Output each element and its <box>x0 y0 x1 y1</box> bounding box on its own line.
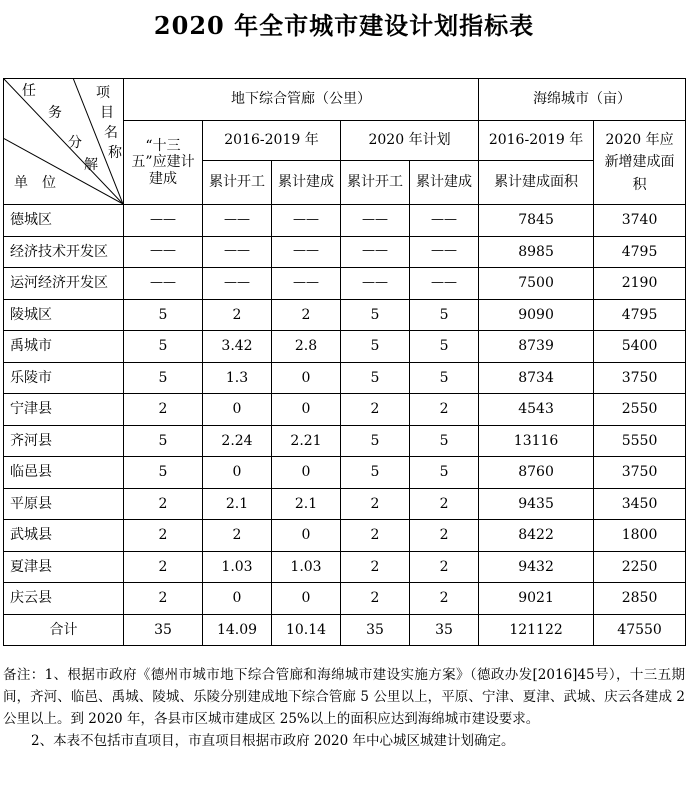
value-cell: 0 <box>272 520 341 552</box>
value-cell: 0 <box>272 362 341 394</box>
value-cell: 4795 <box>594 299 686 331</box>
value-cell: —— <box>341 268 410 300</box>
value-cell: 47550 <box>594 614 686 646</box>
value-cell: 1.3 <box>203 362 272 394</box>
value-cell: 35 <box>124 614 203 646</box>
unit-cell: 平原县 <box>4 488 124 520</box>
value-cell: 2 <box>341 488 410 520</box>
value-cell: 0 <box>272 457 341 489</box>
col-13five: “十三五”应建计建成 <box>124 121 203 205</box>
value-cell: —— <box>272 268 341 300</box>
value-cell: 7500 <box>479 268 594 300</box>
leaf-start-2020: 累计开工 <box>341 161 410 205</box>
leaf-done-2020: 累计建成 <box>410 161 479 205</box>
indicator-table <box>3 78 686 646</box>
group-sponge-city: 海绵城市（亩） <box>479 79 686 121</box>
value-cell: 5 <box>410 425 479 457</box>
diag-cheng: 称 <box>108 145 122 161</box>
value-cell: —— <box>410 268 479 300</box>
table-row <box>4 614 686 646</box>
table-row <box>4 268 686 300</box>
diag-dan: 单 <box>14 175 28 191</box>
value-cell: 5 <box>410 457 479 489</box>
value-cell: 1.03 <box>272 551 341 583</box>
value-cell: 0 <box>203 394 272 426</box>
table-row <box>4 520 686 552</box>
value-cell: 8985 <box>479 236 594 268</box>
value-cell: 2 <box>410 520 479 552</box>
value-cell: 2 <box>410 488 479 520</box>
value-cell: 0 <box>203 457 272 489</box>
unit-cell: 陵城区 <box>4 299 124 331</box>
unit-cell: 经济技术开发区 <box>4 236 124 268</box>
note-1: 备注：1、根据市政府《德州市城市地下综合管廊和海绵城市建设实施方案》（德政办发[2016]45号），十三五期间，齐河、临邑、禹城、陵城、乐陵分别建成地下综合管廊 5 公里以上，平原、宁津、夏津、武城、庆云各建成 2 公里以上。到 2020 年，各县市区城市建成区 25%以上的面积应达到海绵城市建设要求。 <box>3 667 685 727</box>
unit-cell: 合计 <box>4 614 124 646</box>
value-cell: 8422 <box>479 520 594 552</box>
table-row <box>4 205 686 237</box>
diag-wu: 务 <box>48 105 62 121</box>
sub-2020-plan: 2020 年计划 <box>341 121 479 161</box>
value-cell: —— <box>203 268 272 300</box>
value-cell: 2 <box>203 520 272 552</box>
table-row <box>4 583 686 615</box>
table-row <box>4 425 686 457</box>
value-cell: 2 <box>410 394 479 426</box>
value-cell: 2 <box>341 394 410 426</box>
table-row <box>4 488 686 520</box>
value-cell: —— <box>410 205 479 237</box>
value-cell: 2550 <box>594 394 686 426</box>
value-cell: 3750 <box>594 362 686 394</box>
unit-cell: 乐陵市 <box>4 362 124 394</box>
value-cell: —— <box>272 236 341 268</box>
value-cell: 5400 <box>594 331 686 363</box>
value-cell: 7845 <box>479 205 594 237</box>
value-cell: 2.1 <box>203 488 272 520</box>
value-cell: 5 <box>410 362 479 394</box>
value-cell: 2850 <box>594 583 686 615</box>
diag-mu: 目 <box>100 105 114 121</box>
value-cell: 5 <box>410 299 479 331</box>
diag-jie: 解 <box>84 157 98 173</box>
unit-cell: 运河经济开发区 <box>4 268 124 300</box>
value-cell: 2 <box>410 551 479 583</box>
value-cell: 9021 <box>479 583 594 615</box>
value-cell: —— <box>341 205 410 237</box>
table-row <box>4 236 686 268</box>
value-cell: 2.24 <box>203 425 272 457</box>
table-row <box>4 551 686 583</box>
value-cell: 2.21 <box>272 425 341 457</box>
value-cell: —— <box>124 205 203 237</box>
value-cell: 0 <box>272 583 341 615</box>
value-cell: 5 <box>341 299 410 331</box>
diag-xiang: 项 <box>96 85 110 101</box>
value-cell: 2 <box>341 551 410 583</box>
value-cell: 1800 <box>594 520 686 552</box>
value-cell: 3750 <box>594 457 686 489</box>
diag-fen: 分 <box>68 135 82 151</box>
value-cell: —— <box>124 268 203 300</box>
unit-cell: 夏津县 <box>4 551 124 583</box>
value-cell: 2 <box>124 488 203 520</box>
diag-ren: 任 <box>22 83 36 99</box>
value-cell: 2 <box>124 520 203 552</box>
value-cell: 8734 <box>479 362 594 394</box>
value-cell: 2250 <box>594 551 686 583</box>
value-cell: —— <box>124 236 203 268</box>
leaf-done: 累计建成 <box>272 161 341 205</box>
value-cell: 2.8 <box>272 331 341 363</box>
unit-cell: 齐河县 <box>4 425 124 457</box>
value-cell: —— <box>203 205 272 237</box>
value-cell: 14.09 <box>203 614 272 646</box>
diag-wei: 位 <box>42 175 56 191</box>
diag-ming: 名 <box>104 125 118 141</box>
value-cell: 2 <box>124 394 203 426</box>
unit-cell: 庆云县 <box>4 583 124 615</box>
value-cell: —— <box>410 236 479 268</box>
value-cell: 35 <box>410 614 479 646</box>
value-cell: 4795 <box>594 236 686 268</box>
value-cell: —— <box>341 236 410 268</box>
value-cell: 2 <box>410 583 479 615</box>
value-cell: —— <box>272 205 341 237</box>
value-cell: 2 <box>124 583 203 615</box>
leaf-start: 累计开工 <box>203 161 272 205</box>
unit-cell: 武城县 <box>4 520 124 552</box>
unit-cell: 禹城市 <box>4 331 124 363</box>
value-cell: 4543 <box>479 394 594 426</box>
value-cell: 2 <box>272 299 341 331</box>
value-cell: 8760 <box>479 457 594 489</box>
unit-cell: 临邑县 <box>4 457 124 489</box>
table-row <box>4 362 686 394</box>
group-pipe-gallery: 地下综合管廊（公里） <box>124 79 479 121</box>
value-cell: 9090 <box>479 299 594 331</box>
value-cell: 8739 <box>479 331 594 363</box>
value-cell: 1.03 <box>203 551 272 583</box>
value-cell: 0 <box>203 583 272 615</box>
value-cell: 5 <box>124 331 203 363</box>
table-row <box>4 457 686 489</box>
table-row <box>4 299 686 331</box>
page-title: 2020 年全市城市建设计划指标表 <box>153 11 535 40</box>
sub-2016-2019: 2016-2019 年 <box>203 121 341 161</box>
value-cell: 35 <box>341 614 410 646</box>
value-cell: —— <box>203 236 272 268</box>
table-row <box>4 331 686 363</box>
value-cell: 5 <box>124 425 203 457</box>
value-cell: 3.42 <box>203 331 272 363</box>
value-cell: 2.1 <box>272 488 341 520</box>
value-cell: 5 <box>341 425 410 457</box>
unit-cell: 德城区 <box>4 205 124 237</box>
note-2: 2、本表不包括市直项目，市直项目根据市政府 2020 年中心城区城建计划确定。 <box>31 733 515 749</box>
value-cell: 0 <box>272 394 341 426</box>
value-cell: 5 <box>341 457 410 489</box>
notes <box>3 664 685 752</box>
sub-sponge-2016-2019: 2016-2019 年 <box>479 121 594 161</box>
value-cell: 5 <box>410 331 479 363</box>
value-cell: 2 <box>203 299 272 331</box>
value-cell: 2 <box>341 583 410 615</box>
value-cell: 9435 <box>479 488 594 520</box>
value-cell: 121122 <box>479 614 594 646</box>
value-cell: 5550 <box>594 425 686 457</box>
value-cell: 3740 <box>594 205 686 237</box>
value-cell: 13116 <box>479 425 594 457</box>
value-cell: 5 <box>124 362 203 394</box>
value-cell: 3450 <box>594 488 686 520</box>
table-row <box>4 394 686 426</box>
value-cell: 2 <box>341 520 410 552</box>
value-cell: 5 <box>124 299 203 331</box>
sub-sponge-2020: 2020 年应新增建成面积 <box>594 121 686 205</box>
diagonal-header-cell <box>4 79 124 205</box>
value-cell: 10.14 <box>272 614 341 646</box>
value-cell: 2 <box>124 551 203 583</box>
value-cell: 9432 <box>479 551 594 583</box>
value-cell: 2190 <box>594 268 686 300</box>
value-cell: 5 <box>341 331 410 363</box>
value-cell: 5 <box>341 362 410 394</box>
leaf-area: 累计建成面积 <box>479 161 594 205</box>
value-cell: 5 <box>124 457 203 489</box>
unit-cell: 宁津县 <box>4 394 124 426</box>
